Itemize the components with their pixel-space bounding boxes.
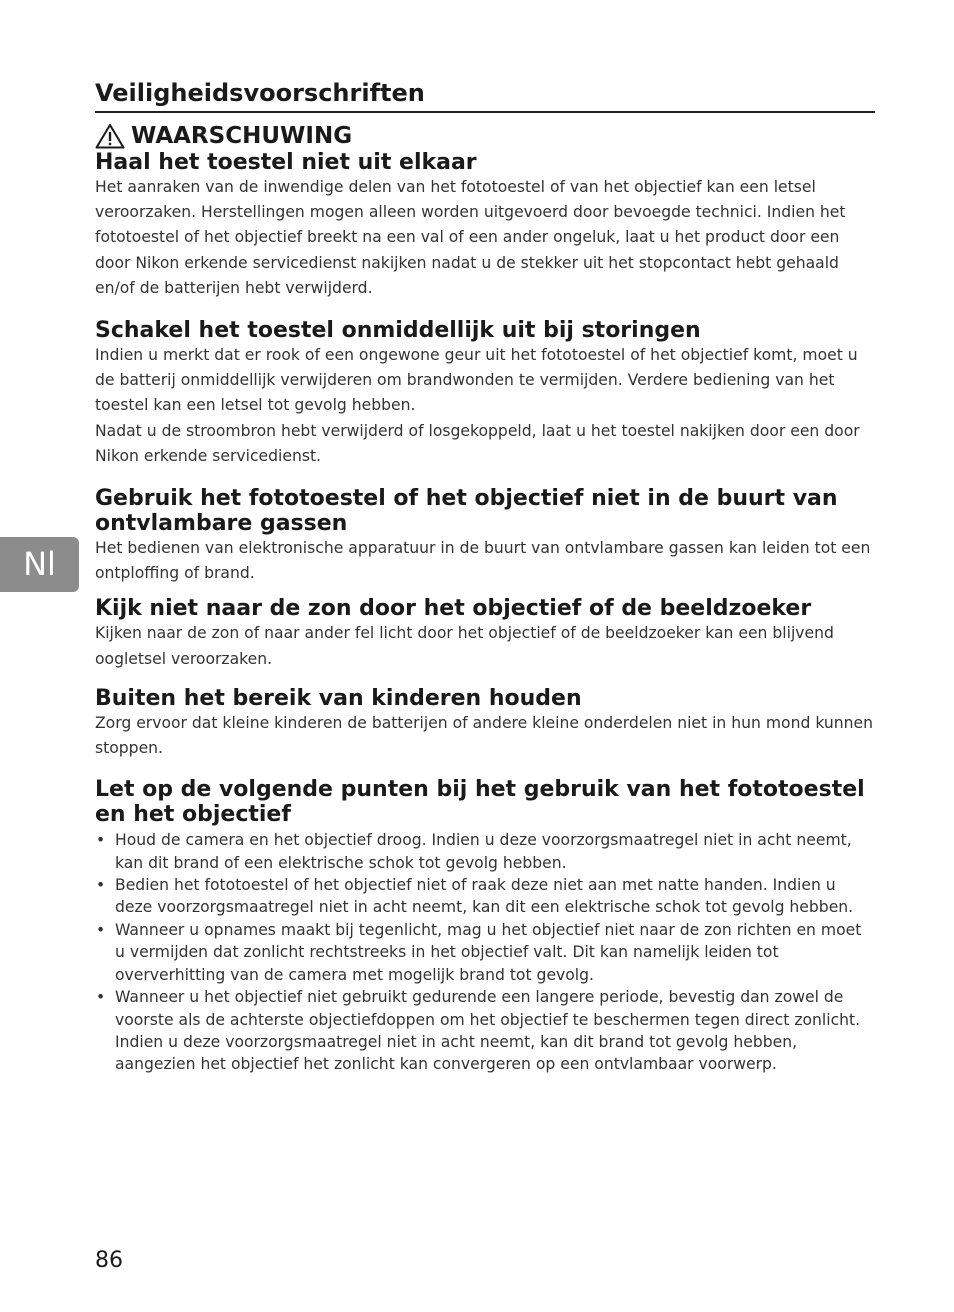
- section-title: Schakel het toestel onmiddellijk uit bij storingen: [95, 318, 701, 344]
- section-disassembly: [95, 150, 875, 301]
- section-paragraph: Kijken naar de zon of naar ander fel licht door het objectief of de beeldzoeker kan een blijvend oogletsel veroorzaken.: [95, 624, 834, 668]
- warning-heading: [95, 120, 352, 152]
- title-divider: [95, 111, 875, 113]
- bullet-icon: •: [96, 920, 106, 939]
- content-body: [95, 150, 875, 1076]
- list-item-text: Wanneer u opnames maakt bij tegenlicht, mag u het objectief niet naar de zon richten en moet u vermijden dat zonlicht rechtstreeks in het objectief valt. Dit kan namelijk leiden tot oververhitting van de camera met mogelijk brand tot gevolg.: [115, 920, 862, 984]
- section-title: Haal het toestel niet uit elkaar: [95, 150, 477, 175]
- section-paragraph: Nadat u de stroombron hebt verwijderd of losgekoppeld, laat u het toestel nakijken door een door Nikon erkende servicedienst.: [95, 421, 860, 465]
- section-title: Buiten het bereik van kinderen houden: [95, 685, 582, 711]
- section-usage-precautions: [95, 777, 875, 1075]
- list-item-text: Wanneer u het objectief niet gebruikt gedurende een langere periode, bevestig dan zowel de voorste als de achterste objectiefdoppen om het objectief te beschermen tegen direct zonlicht. Indien u deze voorzorgsmaatregel niet in acht neemt, kan dit brand tot gevolg hebben, aangezien het objectief het zonlicht kan convergeren op een ontvlambaar voorwerp.: [115, 988, 861, 1074]
- bullet-list: [95, 829, 875, 1075]
- section-paragraph: Zorg ervoor dat kleine kinderen de batterijen of andere kleine onderdelen niet in hun mond kunnen stoppen.: [95, 713, 873, 758]
- section-title: Let op de volgende punten bij het gebruik van het fototoestel en het objectief: [95, 777, 865, 828]
- bullet-icon: •: [96, 831, 106, 850]
- section-children: [95, 686, 875, 761]
- section-title: Kijk niet naar de zon door het objectief of de beeldzoeker: [95, 596, 812, 622]
- list-item: [95, 874, 875, 919]
- section-title: Gebruik het fototoestel of het objectief niet in de buurt van ontvlambare gassen: [95, 486, 838, 537]
- bullet-icon: •: [96, 876, 106, 895]
- page-title: Veiligheidsvoorschriften: [95, 79, 425, 107]
- list-item: [95, 829, 875, 874]
- list-item-text: Houd de camera en het objectief droog. Indien u deze voorzorgsmaatregel niet in acht neemt, kan dit brand of een elektrische schok tot gevolg hebben.: [115, 831, 852, 872]
- section-sun: [95, 596, 875, 671]
- section-malfunction: [95, 318, 875, 469]
- list-item: [95, 919, 875, 986]
- section-paragraph: Het aanraken van de inwendige delen van het fototoestel of van het objectief kan een letsel veroorzaken. Herstellingen mogen alleen worden uitgevoerd door bevoegde technici. Indien het fototoestel of het objectief breekt na een val of een ander ongeluk, laat u het product door een door Nikon erkende servicedienst nakijken nadat u de stekker uit het stopcontact hebt gehaald en/of de batterijen hebt verwijderd.: [95, 178, 846, 297]
- list-item: [95, 986, 875, 1076]
- page-number: 86: [95, 1248, 123, 1273]
- warning-label: WAARSCHUWING: [131, 123, 353, 149]
- bullet-icon: •: [96, 988, 106, 1007]
- warning-triangle-icon: [95, 123, 125, 149]
- language-tab: Nl: [0, 537, 79, 592]
- list-item-text: Bedien het fototoestel of het objectief niet of raak deze niet aan met natte handen. Indien u deze voorzorgsmaatregel niet in acht neemt, kan dit een elektrische schok tot gevolg hebben.: [115, 876, 854, 917]
- section-flammable-gas: [95, 486, 875, 586]
- section-paragraph: Het bedienen van elektronische apparatuur in de buurt van ontvlambare gassen kan leiden tot een ontploffing of brand.: [95, 539, 871, 583]
- section-paragraph: Indien u merkt dat er rook of een ongewone geur uit het fototoestel of het objectief komt, moet u de batterij onmiddellijk verwijderen om brandwonden te vermijden. Verdere bediening van het toestel kan een letsel tot gevolg hebben.: [95, 346, 858, 415]
